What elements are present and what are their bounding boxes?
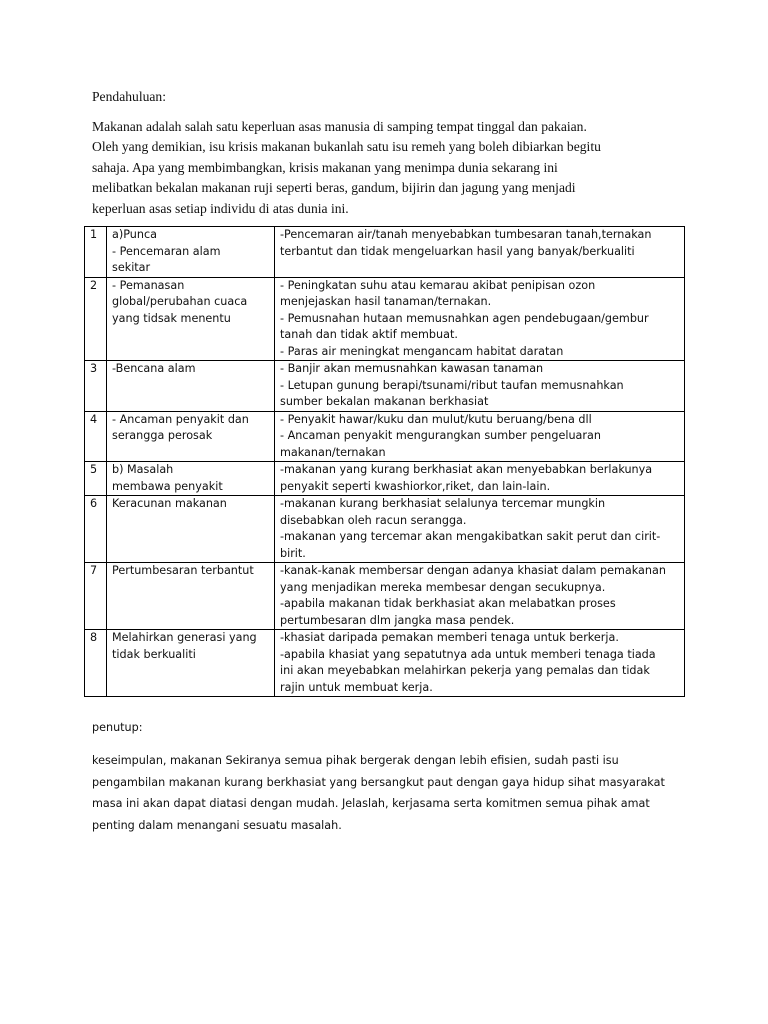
detail-line: - Paras air meningkat mengancam habitat daratan xyxy=(280,344,564,358)
row-number: 2 xyxy=(85,277,107,361)
detail-line: -kanak-kanak membersar dengan adanya khasiat dalam pemakanan xyxy=(280,564,666,577)
topic-line: - Ancaman penyakit dan xyxy=(112,412,249,426)
detail-line: ini akan meyebabkan melahirkan pekerja yang pemalas dan tidak xyxy=(280,664,650,677)
row-number: 6 xyxy=(85,496,107,563)
intro-line: Oleh yang demikian, isu krisis makanan bukanlah satu isu remeh yang boleh dibiarkan begitu xyxy=(92,139,601,155)
detail-line: sumber bekalan makanan berkhasiat xyxy=(280,395,489,408)
row-topic xyxy=(107,462,275,496)
topic-line: serangga perosak xyxy=(112,429,213,442)
row-detail xyxy=(275,496,685,563)
detail-line: -makanan yang tercemar akan mengakibatkan sakit perut dan cirit- xyxy=(280,530,661,543)
table-row xyxy=(85,277,685,361)
topic-line: - Pencemaran alam xyxy=(112,244,221,258)
topic-line: global/perubahan cuaca xyxy=(112,295,248,308)
row-number: 5 xyxy=(85,462,107,496)
table-row xyxy=(85,411,685,462)
detail-line: rajin untuk membuat kerja. xyxy=(280,680,433,694)
table-row xyxy=(85,630,685,697)
detail-line: -makanan kurang berkhasiat selalunya tercemar mungkin xyxy=(280,497,606,510)
topic-line: Melahirkan generasi yang xyxy=(112,631,257,644)
intro-paragraph xyxy=(92,117,682,219)
detail-line: yang menjadikan mereka membesar dengan secukupnya. xyxy=(280,580,606,594)
topic-line: a)Punca xyxy=(112,228,157,241)
row-topic xyxy=(107,496,275,563)
row-number: 8 xyxy=(85,630,107,697)
closing-heading: penutup: xyxy=(92,721,143,734)
detail-line: makanan/ternakan xyxy=(280,445,386,459)
topic-line: tidak berkualiti xyxy=(112,647,196,661)
row-detail xyxy=(275,411,685,462)
detail-line: tanah dan tidak aktif membuat. xyxy=(280,328,458,341)
detail-line: -apabila khasiat yang sepatutnya ada untuk memberi tenaga tiada xyxy=(280,647,656,661)
row-detail xyxy=(275,563,685,630)
row-topic xyxy=(107,361,275,412)
table-row xyxy=(85,462,685,496)
row-topic xyxy=(107,227,275,278)
detail-line: - Peningkatan suhu atau kemarau akibat penipisan ozon xyxy=(280,278,596,292)
detail-line: disebabkan oleh racun serangga. xyxy=(280,513,467,527)
detail-line: - Ancaman penyakit mengurangkan sumber pengeluaran xyxy=(280,429,601,442)
topic-line: - Pemanasan xyxy=(112,278,185,292)
intro-line: keperluan asas setiap individu di atas dunia ini. xyxy=(92,200,349,216)
topic-line: Pertumbesaran terbantut xyxy=(112,564,254,577)
closing-paragraph xyxy=(92,750,682,836)
intro-heading: Pendahuluan: xyxy=(92,89,166,104)
row-detail xyxy=(275,630,685,697)
table-row xyxy=(85,496,685,563)
row-topic xyxy=(107,411,275,462)
topic-line: b) Masalah xyxy=(112,463,174,476)
detail-line: penyakit seperti kwashiorkor,riket, dan lain-lain. xyxy=(280,479,551,493)
issues-table xyxy=(84,226,685,697)
topic-line: -Bencana alam xyxy=(112,362,196,375)
row-number: 7 xyxy=(85,563,107,630)
row-detail xyxy=(275,227,685,278)
detail-line: - Pemusnahan hutaan memusnahkan agen pendebugaan/gembur xyxy=(280,311,649,325)
table-row xyxy=(85,361,685,412)
row-number: 1 xyxy=(85,227,107,278)
intro-line: melibatkan bekalan makanan ruji seperti beras, gandum, bijirin dan jagung yang menjadi xyxy=(92,180,576,196)
detail-line: terbantut dan tidak mengeluarkan hasil yang banyak/berkualiti xyxy=(280,244,635,258)
table-row xyxy=(85,227,685,278)
topic-line: Keracunan makanan xyxy=(112,497,227,510)
detail-line: pertumbesaran dlm jangka masa pendek. xyxy=(280,613,515,627)
detail-line: -apabila makanan tidak berkhasiat akan melabatkan proses xyxy=(280,597,616,610)
intro-line: sahaja. Apa yang membimbangkan, krisis makanan yang menimpa dunia sekarang ini xyxy=(92,159,558,175)
detail-line: -khasiat daripada pemakan memberi tenaga untuk berkerja. xyxy=(280,631,619,644)
row-detail xyxy=(275,277,685,361)
detail-line: - Banjir akan memusnahkan kawasan tanaman xyxy=(280,362,544,375)
table-row xyxy=(85,563,685,630)
closing-line: penting dalam menangani sesuatu masalah. xyxy=(92,818,342,832)
detail-line: - Penyakit hawar/kuku dan mulut/kutu beruang/bena dll xyxy=(280,412,592,426)
intro-line: Makanan adalah salah satu keperluan asas manusia di samping tempat tinggal dan pakaian. xyxy=(92,119,587,134)
detail-line: menjejaskan hasil tanaman/ternakan. xyxy=(280,295,492,308)
row-topic xyxy=(107,630,275,697)
topic-line: yang tidsak menentu xyxy=(112,311,231,325)
detail-line: birit. xyxy=(280,546,306,560)
detail-line: -Pencemaran air/tanah menyebabkan tumbesaran tanah,ternakan xyxy=(280,228,652,241)
closing-line: keseimpulan, makanan Sekiranya semua pihak bergerak dengan lebih efisien, sudah pasti isu xyxy=(92,754,619,767)
closing-line: masa ini akan dapat diatasi dengan mudah. Jelaslah, kerjasama serta komitmen semua pihak amat xyxy=(92,797,650,810)
row-detail xyxy=(275,462,685,496)
closing-line: pengambilan makanan kurang berkhasiat yang bersangkut paut dengan gaya hidup sihat masyarakat xyxy=(92,775,665,789)
row-detail xyxy=(275,361,685,412)
row-topic xyxy=(107,563,275,630)
row-topic xyxy=(107,277,275,361)
topic-line: membawa penyakit xyxy=(112,479,223,493)
row-number: 3 xyxy=(85,361,107,412)
row-number: 4 xyxy=(85,411,107,462)
detail-line: - Letupan gunung berapi/tsunami/ribut taufan memusnahkan xyxy=(280,378,624,392)
topic-line: sekitar xyxy=(112,261,151,274)
detail-line: -makanan yang kurang berkhasiat akan menyebabkan berlakunya xyxy=(280,463,653,476)
